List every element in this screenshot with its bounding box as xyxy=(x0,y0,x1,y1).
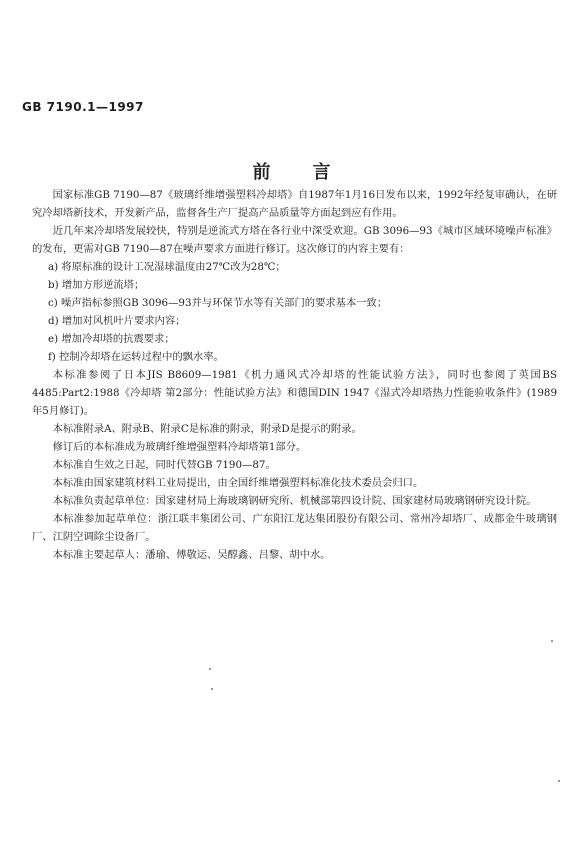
standard-number: GB 7190.1—1997 xyxy=(22,100,144,114)
list-item: c) 噪声指标参照GB 3096—93并与环保节水等有关部门的要求基本一致； xyxy=(48,297,388,309)
foreword-body xyxy=(32,186,557,564)
list-item: e) 增加冷却塔的抗震要求； xyxy=(48,333,175,345)
paragraph: 本标准参加起草单位：浙江联丰集团公司、广东阳江龙达集团股份有限公司、常州冷却塔厂、成都金牛玻璃钢厂、江阴空调除尘设备厂。 xyxy=(32,513,557,543)
paragraph: 近几年来冷却塔发展较快，特别是逆流式方塔在各行业中深受欢迎。GB 3096—93《城市区域环境噪声标准》的发布，更需对GB 7190—87在噪声要求方面进行修订。这次修订的内容主要有： xyxy=(32,225,557,255)
scan-speck xyxy=(551,640,553,642)
list-item: a) 将原标准的设计工况湿球温度由27℃改为28℃； xyxy=(48,261,286,273)
list-item: b) 增加方形逆流塔； xyxy=(48,279,145,291)
paragraph: 本标准由国家建筑材料工业局提出，由全国纤维增强塑料标准化技术委员会归口。 xyxy=(52,477,424,489)
paragraph: 本标准参阅了日本JIS B8609—1981《机力通风式冷却塔的性能试验方法》，同时也参阅了英国BS 4485:Part2:1988《冷却塔 第2部分：性能试验方法》和德国DIN 1947《湿式冷却塔热力性能验收条件》(1989年5月修订)。 xyxy=(32,369,557,417)
list-item: f) 控制冷却塔在运转过程中的飘水率。 xyxy=(48,351,224,363)
scan-speck xyxy=(558,780,560,782)
list-item: d) 增加对风机叶片要求内容； xyxy=(48,315,186,327)
paragraph: 本标准主要起草人：潘瑜、傅敬运、吴醇鑫、吕黎、胡中水。 xyxy=(52,549,331,561)
page-title: 前言 xyxy=(252,162,373,183)
paragraph: 修订后的本标准成为玻璃纤维增强塑料冷却塔第1部分。 xyxy=(52,441,307,453)
scan-speck xyxy=(209,668,211,670)
paragraph: 本标准自生效之日起，同时代替GB 7190—87。 xyxy=(52,459,276,471)
paragraph: 本标准附录A、附录B、附录C是标准的附录，附录D是提示的附录。 xyxy=(52,423,362,435)
scan-speck xyxy=(211,688,213,690)
paragraph: 本标准负责起草单位：国家建材局上海玻璃钢研究所、机械部第四设计院、国家建材局玻璃钢研究设计院。 xyxy=(52,495,537,507)
paragraph: 国家标准GB 7190—87《玻璃纤维增强塑料冷却塔》自1987年1月16日发布以来，1992年经复审确认，在研究冷却塔新技术，开发新产品，监督各生产厂提高产品质量等方面起到应有作用。 xyxy=(32,189,557,219)
